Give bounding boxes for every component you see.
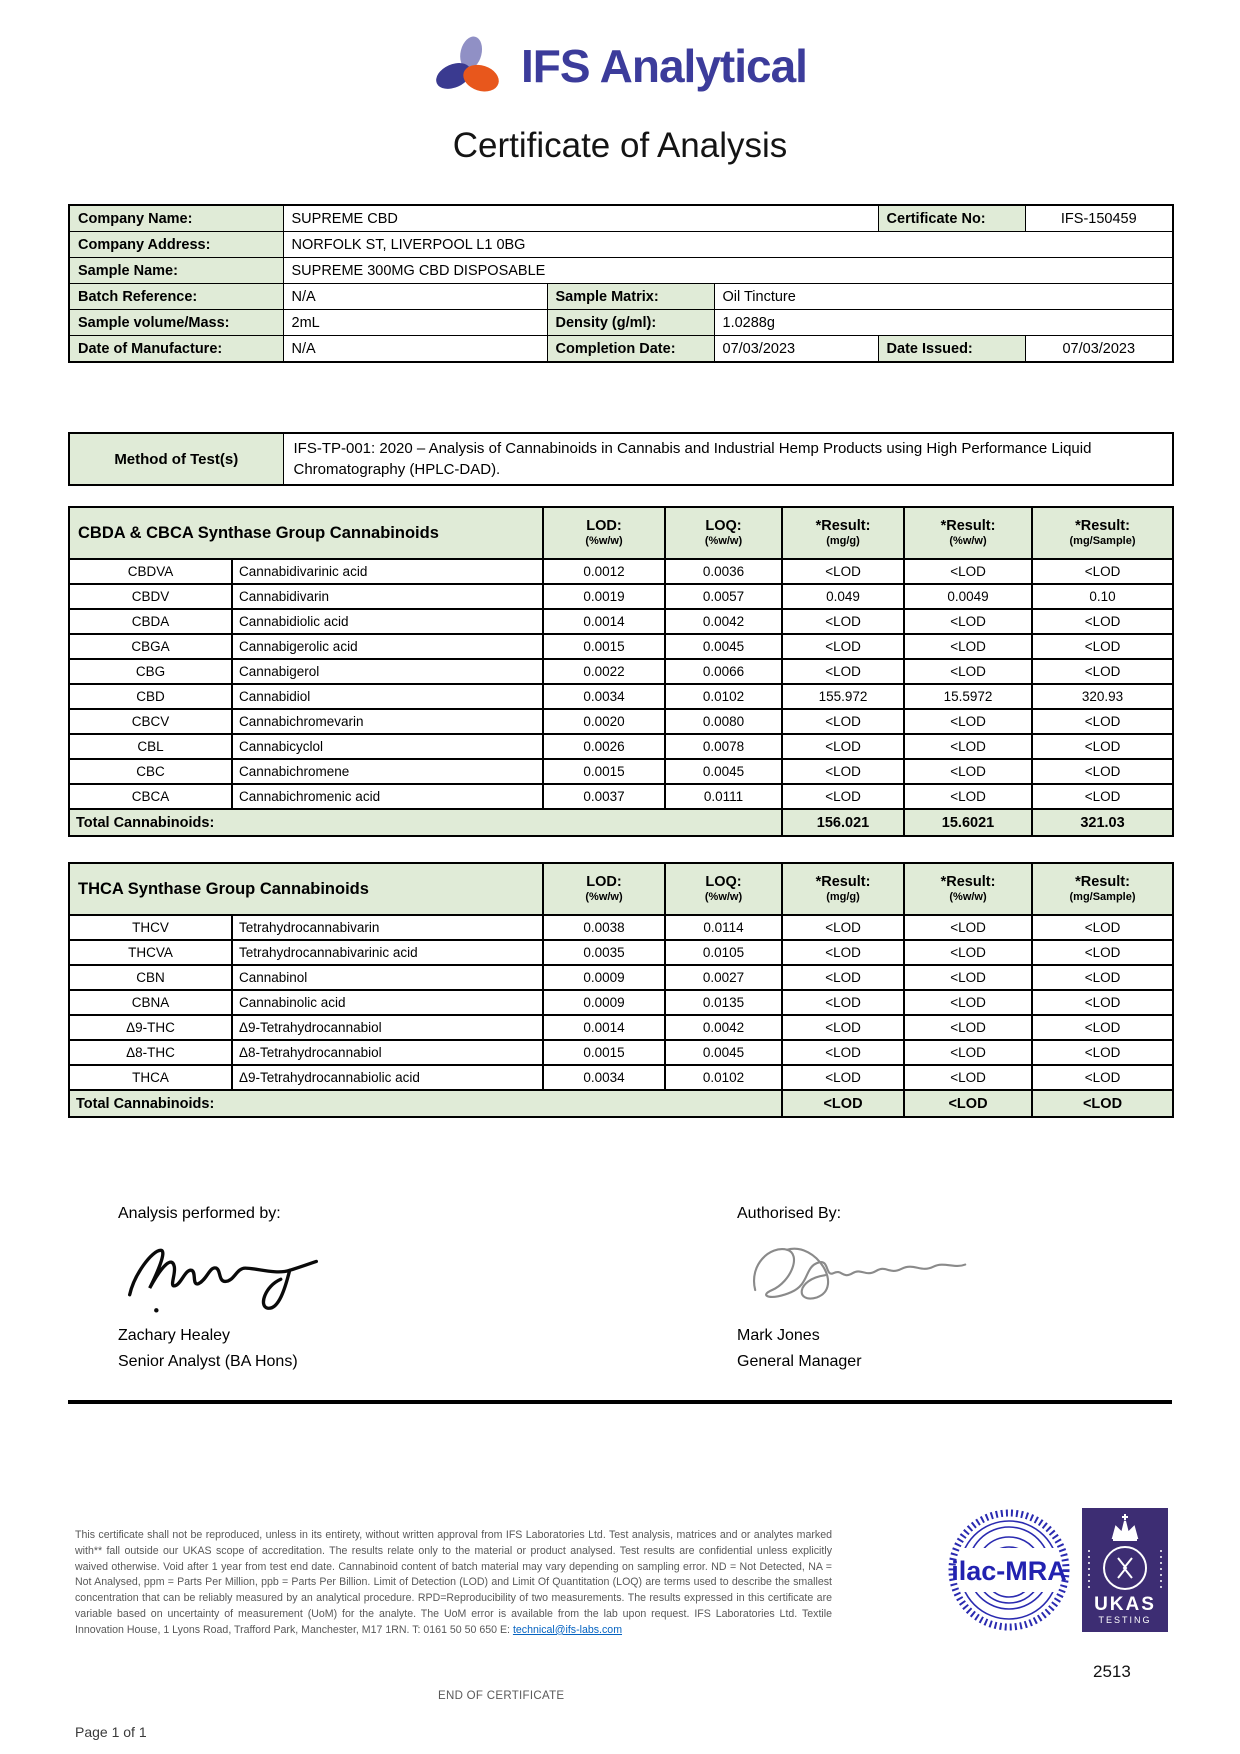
value-cell: <LOD [1032,965,1173,990]
field-value: IFS-150459 [1025,205,1173,232]
table-row [69,940,1173,965]
value-cell: 0.0022 [543,659,665,684]
analyst-heading: Analysis performed by: [118,1205,281,1222]
total-row [69,809,1173,836]
value-cell: <LOD [782,634,904,659]
value-cell: 0.0038 [543,915,665,940]
value-cell: <LOD [904,734,1032,759]
column-header: *Result: (mg/g) [782,863,904,915]
email-link[interactable]: technical@ifs-labs.com [512,1623,623,1636]
value-cell: <LOD [904,1065,1032,1090]
value-cell: <LOD [782,759,904,784]
total-value: 15.6021 [904,809,1032,836]
value-cell: 0.0111 [665,784,782,809]
value-cell: 0.0078 [665,734,782,759]
table-row [69,915,1173,940]
value-cell: <LOD [1032,734,1173,759]
value-cell: <LOD [782,940,904,965]
table-row [69,258,1173,284]
column-header: *Result: (%w/w) [904,507,1032,559]
analyte-name: Δ9-Tetrahydrocannabiolic acid [232,1065,543,1090]
total-value: <LOD [904,1090,1032,1117]
value-cell: 0.0066 [665,659,782,684]
analyst-role: Senior Analyst (BA Hons) [118,1353,298,1370]
analyte-abbrev: CBC [69,759,232,784]
analyte-name: Cannabigerolic acid [232,634,543,659]
analyte-abbrev: THCA [69,1065,232,1090]
method-text: IFS-TP-001: 2020 – Analysis of Cannabinoids in Cannabis and Industrial Hemp Products using High Performance Liquid Chromatography (HPLC-DAD). [283,433,1173,485]
value-cell: <LOD [782,609,904,634]
value-cell: <LOD [782,709,904,734]
value-cell: 0.10 [1032,584,1173,609]
value-cell: <LOD [1032,784,1173,809]
value-cell: 0.0027 [665,965,782,990]
analyte-name: Cannabigerol [232,659,543,684]
value-cell: <LOD [1032,1040,1173,1065]
total-row [69,1090,1173,1117]
field-value: N/A [283,284,547,310]
value-cell: 0.0045 [665,759,782,784]
column-header: LOQ: (%w/w) [665,507,782,559]
value-cell: <LOD [1032,634,1173,659]
analyte-abbrev: CBDA [69,609,232,634]
value-cell: 0.0014 [543,609,665,634]
value-cell: 0.0014 [543,1015,665,1040]
analyte-name: Tetrahydrocannabivarin [232,915,543,940]
column-header: *Result: (mg/Sample) [1032,863,1173,915]
analyte-name: Cannabinol [232,965,543,990]
header-row [69,507,1173,559]
field-value: SUPREME CBD [283,205,878,232]
value-cell: <LOD [1032,1015,1173,1040]
field-label: Company Address: [69,232,283,258]
value-cell: <LOD [904,659,1032,684]
field-label: Density (g/ml): [547,310,714,336]
value-cell: 15.5972 [904,684,1032,709]
value-cell: 0.0015 [543,1040,665,1065]
analyte-abbrev: CBDV [69,584,232,609]
table-row [69,990,1173,1015]
table-row [69,784,1173,809]
analyte-abbrev: CBG [69,659,232,684]
value-cell: 0.0009 [543,965,665,990]
value-cell: <LOD [782,659,904,684]
document-number: 2513 [1093,1662,1131,1681]
value-cell: <LOD [782,965,904,990]
disclaimer-text [75,1528,832,1639]
value-cell: 0.0020 [543,709,665,734]
table-row [69,1065,1173,1090]
table-row [69,205,1173,232]
brand-header [0,34,1240,98]
value-cell: 155.972 [782,684,904,709]
value-cell: <LOD [782,734,904,759]
field-value: 2mL [283,310,547,336]
field-value: N/A [283,336,547,363]
column-header: *Result: (mg/Sample) [1032,507,1173,559]
analyte-abbrev: Δ9-THC [69,1015,232,1040]
value-cell: 0.0012 [543,559,665,584]
value-cell: 0.0102 [665,684,782,709]
analyte-abbrev: CBD [69,684,232,709]
svg-text:UKAS: UKAS [1094,1594,1156,1615]
table-row [69,659,1173,684]
column-header: *Result: (mg/g) [782,507,904,559]
value-cell: <LOD [904,759,1032,784]
table-row [69,559,1173,584]
analyte-name: Tetrahydrocannabivarinic acid [232,940,543,965]
column-header: LOD: (%w/w) [543,507,665,559]
value-cell: <LOD [782,990,904,1015]
field-value: Oil Tincture [714,284,1173,310]
table-row [69,965,1173,990]
analyte-name: Cannabichromenic acid [232,784,543,809]
total-value: <LOD [1032,1090,1173,1117]
table-row [69,684,1173,709]
table-row [69,1015,1173,1040]
value-cell: 0.0049 [904,584,1032,609]
thca-table [68,862,1174,1118]
analyte-abbrev: CBCV [69,709,232,734]
analyte-name: Cannabichromene [232,759,543,784]
field-label: Date Issued: [878,336,1025,363]
ifs-logo-icon [433,34,507,98]
value-cell: <LOD [904,965,1032,990]
analyte-abbrev: THCVA [69,940,232,965]
value-cell: <LOD [1032,559,1173,584]
table-title: CBDA & CBCA Synthase Group Cannabinoids [69,507,543,559]
authoriser-heading: Authorised By: [737,1205,842,1222]
value-cell: 0.0015 [543,634,665,659]
analyte-name: Cannabidiol [232,684,543,709]
column-header: *Result: (%w/w) [904,863,1032,915]
value-cell: 0.0114 [665,915,782,940]
analyte-abbrev: CBL [69,734,232,759]
end-of-certificate-text: END OF CERTIFICATE [438,1690,565,1702]
field-label: Certificate No: [878,205,1025,232]
total-value: <LOD [782,1090,904,1117]
table-row [69,433,1173,485]
analyte-abbrev: THCV [69,915,232,940]
svg-text:TESTING: TESTING [1098,1615,1152,1625]
value-cell: 0.0057 [665,584,782,609]
table-row [69,759,1173,784]
field-label: Completion Date: [547,336,714,363]
value-cell: 0.0034 [543,1065,665,1090]
value-cell: <LOD [904,709,1032,734]
analyte-name: Δ8-Tetrahydrocannabiol [232,1040,543,1065]
value-cell: 0.0035 [543,940,665,965]
total-label: Total Cannabinoids: [69,809,782,836]
field-value: SUPREME 300MG CBD DISPOSABLE [283,258,1173,284]
table-row [69,310,1173,336]
value-cell: 0.0135 [665,990,782,1015]
value-cell: <LOD [904,1040,1032,1065]
field-label: Sample Matrix: [547,284,714,310]
analyte-name: Δ9-Tetrahydrocannabiol [232,1015,543,1040]
analyte-name: Cannabidivarinic acid [232,559,543,584]
table-row [69,609,1173,634]
value-cell: <LOD [782,1065,904,1090]
table-row [69,284,1173,310]
value-cell: 0.0080 [665,709,782,734]
authoriser-role: General Manager [737,1353,862,1370]
field-value: 07/03/2023 [714,336,878,363]
svg-text:ilac-MRA: ilac-MRA [951,1556,1067,1586]
value-cell: <LOD [904,609,1032,634]
field-label: Sample Name: [69,258,283,284]
footer-divider [68,1400,1172,1404]
value-cell: <LOD [904,990,1032,1015]
field-label: Date of Manufacture: [69,336,283,363]
field-value: 07/03/2023 [1025,336,1173,363]
value-cell: 0.0045 [665,1040,782,1065]
table-row [69,336,1173,363]
table-row [69,709,1173,734]
total-value: 321.03 [1032,809,1173,836]
analyte-abbrev: CBDVA [69,559,232,584]
table-row [69,1040,1173,1065]
value-cell: 0.0036 [665,559,782,584]
field-value: NORFOLK ST, LIVERPOOL L1 0BG [283,232,1173,258]
value-cell: <LOD [1032,990,1173,1015]
total-value: 156.021 [782,809,904,836]
value-cell: <LOD [1032,940,1173,965]
value-cell: <LOD [782,1015,904,1040]
method-label: Method of Test(s) [69,433,283,485]
value-cell: 0.0034 [543,684,665,709]
analyte-abbrev: Δ8-THC [69,1040,232,1065]
column-header: LOD: (%w/w) [543,863,665,915]
value-cell: 0.0042 [665,1015,782,1040]
brand-name: IFS Analytical [521,40,807,92]
authoriser-signature-block [737,1205,977,1375]
value-cell: <LOD [904,940,1032,965]
header-row [69,863,1173,915]
table-row [69,584,1173,609]
value-cell: 0.0102 [665,1065,782,1090]
value-cell: <LOD [904,634,1032,659]
analyte-name: Cannabinolic acid [232,990,543,1015]
page-number: Page 1 of 1 [75,1724,147,1740]
value-cell: <LOD [1032,915,1173,940]
table-row [69,634,1173,659]
value-cell: <LOD [904,1015,1032,1040]
table-title: THCA Synthase Group Cannabinoids [69,863,543,915]
table-row [69,734,1173,759]
analyst-signature [118,1237,328,1317]
disclaimer-body: This certificate shall not be reproduced, unless in its entirety, without written approval from IFS Laboratories Ltd. Test analysis, matrices and or analytes marked with** fall outside our UKAS scope of accreditation. The results relate only to the material or product analysed. Test results are confidential unless explicitly waived otherwise. Void after 1 year from test end date. Cannabinoid content of batch material may vary depending on sampling error. ND = Not Detected, NA = Not Analysed, ppm = Parts Per Million, ppb = Parts Per Billion. Limit of Detection (LOD) and Limit Of Quantitation (LOQ) are terms used to describe the smallest concentration that can be reliably measured by an analytical procedure. RPD=Reproducibility of two measurements. The results expressed in this certificate are variable based on uncertainty of measurement (UoM) for the analyte. The UoM error is available from the lab upon request. IFS Laboratories Ltd. Textile Innovation House, 1 Lyons Road, Trafford Park, Manchester, M17 1RN. T: 0161 50 50 650 E: [75,1529,832,1636]
value-cell: <LOD [1032,759,1173,784]
authoriser-signature [737,1237,977,1317]
total-label: Total Cannabinoids: [69,1090,782,1117]
analyte-name: Cannabidiolic acid [232,609,543,634]
value-cell: <LOD [904,559,1032,584]
value-cell: 0.0105 [665,940,782,965]
value-cell: <LOD [1032,609,1173,634]
value-cell: <LOD [1032,709,1173,734]
column-header: LOQ: (%w/w) [665,863,782,915]
value-cell: <LOD [782,784,904,809]
value-cell: 0.0019 [543,584,665,609]
analyte-name: Cannabichromevarin [232,709,543,734]
analyte-name: Cannabidivarin [232,584,543,609]
value-cell: 0.0009 [543,990,665,1015]
ilac-mra-logo-icon [947,1508,1071,1637]
value-cell: 0.0037 [543,784,665,809]
table-row [69,232,1173,258]
value-cell: 0.0026 [543,734,665,759]
value-cell: <LOD [782,1040,904,1065]
analyte-abbrev: CBGA [69,634,232,659]
value-cell: <LOD [904,784,1032,809]
value-cell: <LOD [1032,659,1173,684]
value-cell: <LOD [1032,1065,1173,1090]
value-cell: <LOD [904,915,1032,940]
sample-info-table [68,204,1174,363]
field-label: Batch Reference: [69,284,283,310]
analyst-signature-block [118,1205,328,1375]
field-label: Sample volume/Mass: [69,310,283,336]
analyte-abbrev: CBNA [69,990,232,1015]
analyte-abbrev: CBCA [69,784,232,809]
analyte-abbrev: CBN [69,965,232,990]
value-cell: 0.0045 [665,634,782,659]
analyst-name: Zachary Healey [118,1327,231,1344]
value-cell: <LOD [782,559,904,584]
value-cell: 320.93 [1032,684,1173,709]
authoriser-name: Mark Jones [737,1327,820,1344]
cbda-cbca-table [68,506,1174,837]
ukas-testing-logo-icon [1082,1508,1168,1637]
analyte-name: Cannabicyclol [232,734,543,759]
field-label: Company Name: [69,205,283,232]
value-cell: 0.0042 [665,609,782,634]
value-cell: 0.049 [782,584,904,609]
page-title: Certificate of Analysis [452,126,788,165]
method-table [68,432,1174,486]
field-value: 1.0288g [714,310,1173,336]
value-cell: 0.0015 [543,759,665,784]
value-cell: <LOD [782,915,904,940]
